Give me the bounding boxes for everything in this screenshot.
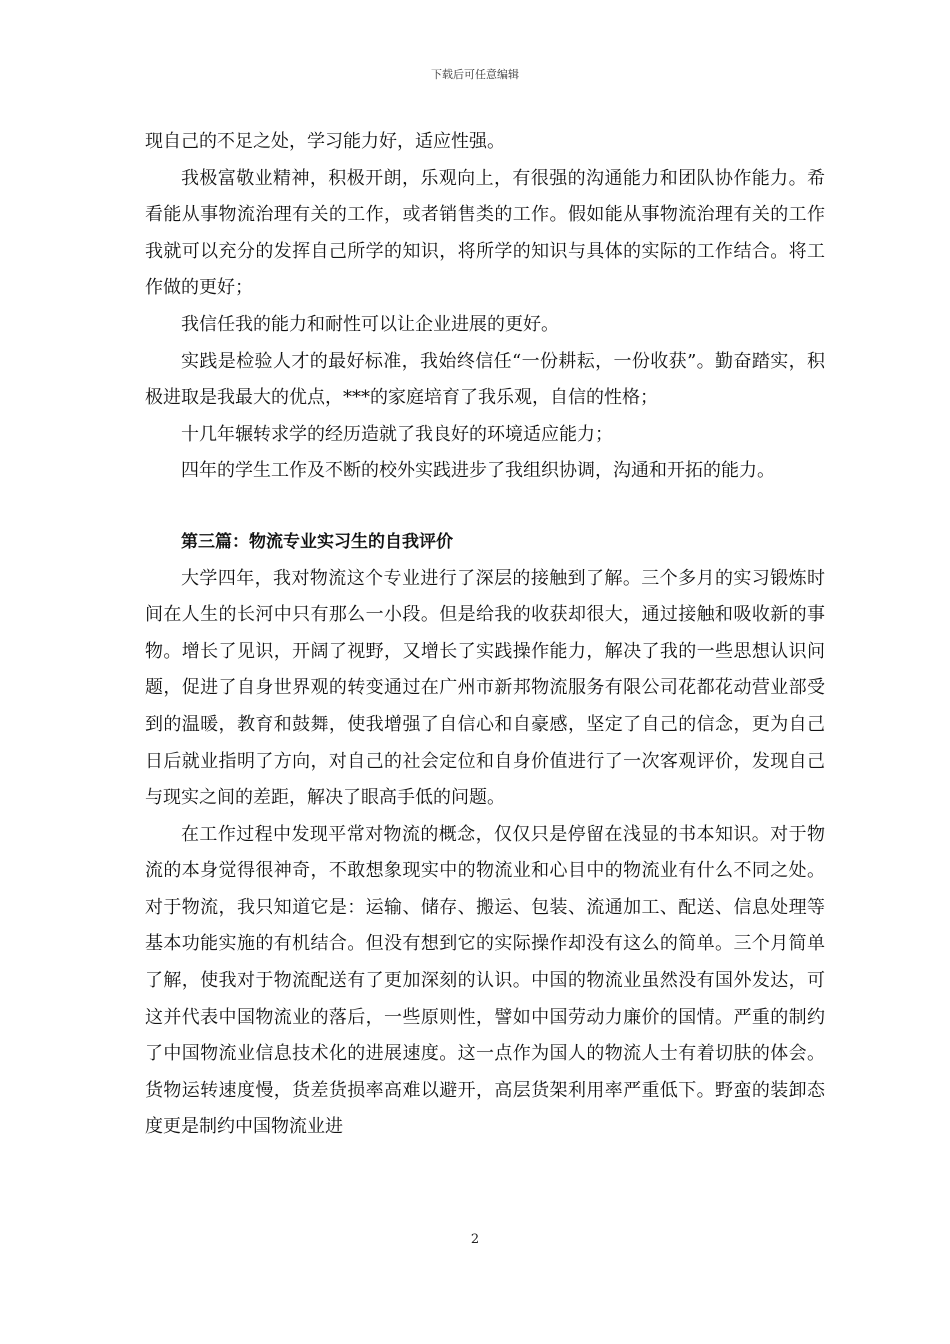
paragraph-practice: 实践是检验人才的最好标准，我始终信任“一份耕耘，一份收获”。勤奋踏实，积极进取是我最大的优点，***的家庭培育了我乐观，自信的性格； xyxy=(145,350,825,409)
paragraph-adaptability: 十几年辗转求学的经历造就了我良好的环境适应能力； xyxy=(181,423,613,445)
paragraph-continuation: 现自己的不足之处，学习能力好，适应性强。 xyxy=(145,131,505,152)
paragraph-self-description: 我极富敬业精神，积极开朗，乐观向上，有很强的沟通能力和团队协作能力。希看能从事物流治理有关的工作，或者销售类的工作。假如能从事物流治理有关的工作我就可以充分的发挥自己所学的知识，将所学的知识与具体的实际的工作结合。将工作做的更好； xyxy=(145,167,825,299)
paragraph-confidence: 我信任我的能力和耐性可以让企业进展的更好。 xyxy=(181,313,559,335)
section-title: 第三篇：物流专业实习生的自我评价 xyxy=(181,531,453,552)
page-number: 2 xyxy=(470,1232,480,1247)
paragraph-student-work: 四年的学生工作及不断的校外实践进步了我组织协调，沟通和开拓的能力。 xyxy=(181,460,775,482)
page-header: 下载后可任意编辑 xyxy=(431,68,519,81)
document-body xyxy=(145,124,825,1146)
paragraph-logistics-observation: 在工作过程中发现平常对物流的概念，仅仅只是停留在浅显的书本知识。对于物流的本身觉得很神奇，不敢想象现实中的物流业和心目中的物流业有什么不同之处。对于物流，我只知道它是：运输、储存、搬运、包装、流通加工、配送、信息处理等基本功能实施的有机结合。但没有想到它的实际操作却没有这么的简单。三个月简单了解，使我对于物流配送有了更加深刻的认识。中国的物流业虽然没有国外发达，可这并代表中国物流业的落后，一些原则性，譬如中国劳动力廉价的国情。严重的制约了中国物流业信息技术化的进展速度。这一点作为国人的物流人士有着切肤的体会。货物运转速度慢，货差货损率高难以避开，高层货架利用率严重低下。野蛮的装卸态度更是制约中国物流业进 xyxy=(145,823,825,1138)
paragraph-internship-summary: 大学四年，我对物流这个专业进行了深层的接触到了解。三个多月的实习锻炼时间在人生的长河中只有那么一小段。但是给我的收获却很大，通过接触和吸收新的事物。增长了见识，开阔了视野，又增长了实践操作能力，解决了我的一些思想认识问题，促进了自身世界观的转变通过在广州市新邦物流服务有限公司花都花动营业部受到的温暖，教育和鼓舞，使我增强了自信心和自豪感，坚定了自己的信念，更为自己日后就业指明了方向，对自己的社会定位和自身价值进行了一次客观评价，发现自己与现实之间的差距，解决了眼高手低的问题。 xyxy=(145,567,825,809)
